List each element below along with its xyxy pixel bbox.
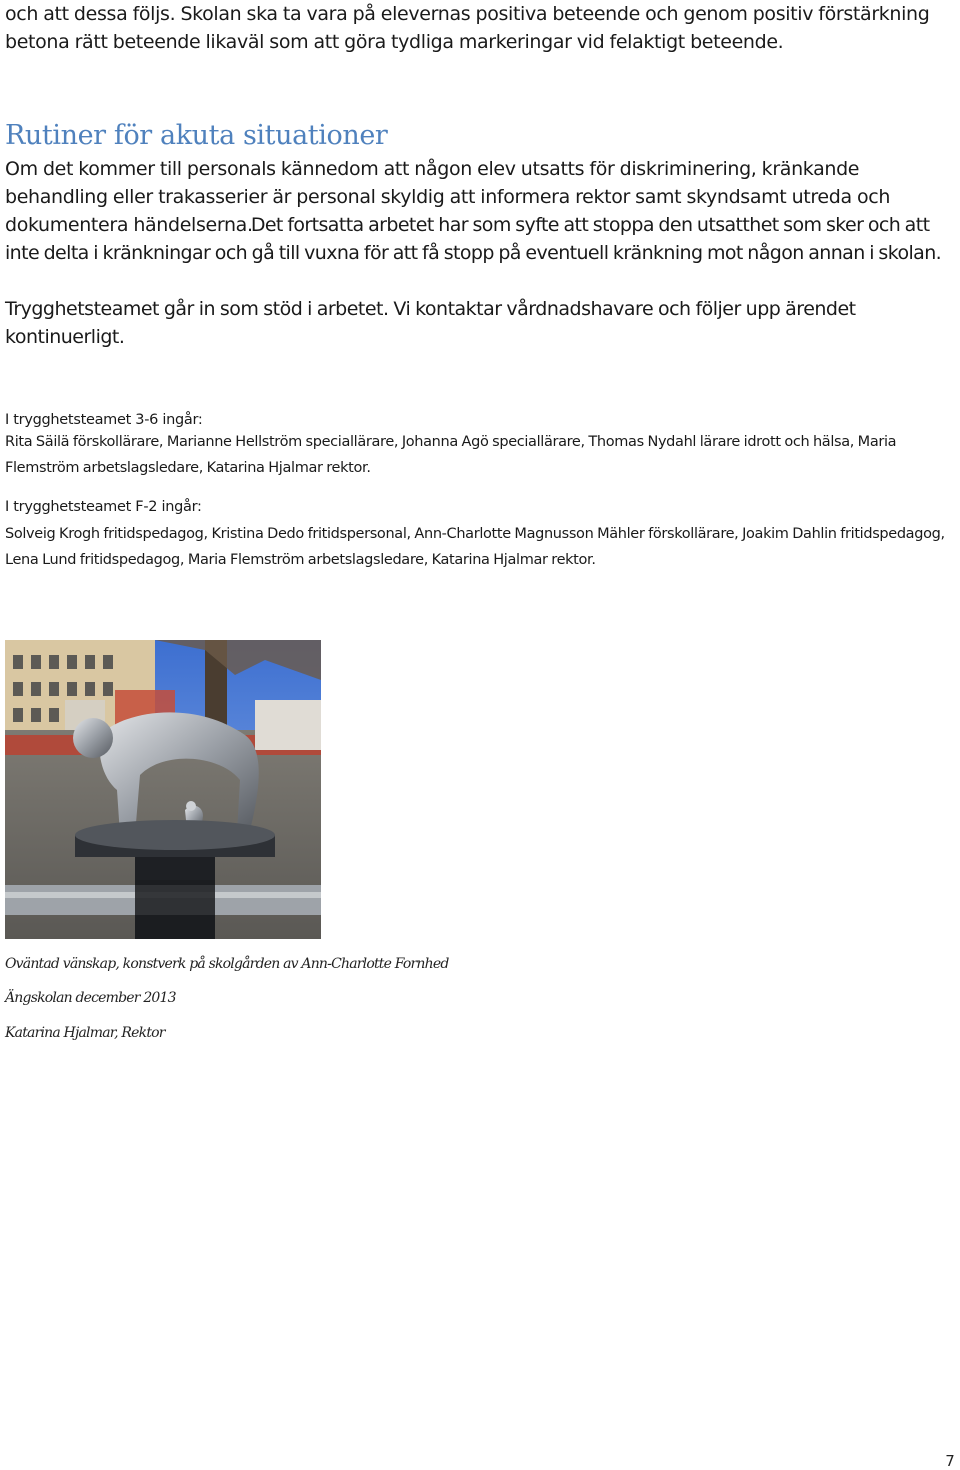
team-f-2-members: Solveig Krogh fritidspedagog, Kristina Dedo fritidspersonal, Ann-Charlotte Magnusson Mähler förskollärare, Joakim Dahlin fritidspedagog, Lena Lund fritidspedagog, Maria Flemström arbetslagsledare, Katarina Hjalmar rektor. [5, 526, 945, 568]
routine-paragraph-text: Om det kommer till personals kännedom att någon elev utsatts för diskriminering, kränkande behandling eller trakasserier är personal skyldig att informera rektor samt skyndsamt utreda och dokumentera händelserna. [5, 158, 891, 236]
school-date-line: Ängskolan december 2013 [5, 990, 176, 1006]
team-3-6-members: Rita Säilä förskollärare, Marianne Hellström speciallärare, Johanna Agö speciallärare, Thomas Nydahl lärare idrott och hälsa, Maria Flemström arbetslagsledare, Katarina Hjalmar rektor. [5, 434, 897, 476]
routine-paragraph-tail: Det fortsatta arbetet har som syfte att stoppa den utsatthet som sker och att inte delta i kränkningar och gå till vuxna för att få stopp på eventuell kränkning mot någon annan i skolan. [5, 214, 942, 264]
signature-line: Katarina Hjalmar, Rektor [5, 1025, 165, 1041]
photo-caption: Oväntad vänskap, konstverk på skolgården av Ann-Charlotte Fornhed [5, 956, 449, 972]
team-f-2-heading: I trygghetsteamet F-2 ingår: [5, 499, 202, 515]
sculpture-photo [5, 640, 321, 939]
team-3-6-heading: I trygghetsteamet 3-6 ingår: [5, 412, 203, 428]
intro-paragraph: och att dessa följs. Skolan ska ta vara på elevernas positiva beteende och genom positiv förstärkning betona rätt beteende likaväl som att göra tydliga markeringar vid felaktigt beteende. [5, 3, 930, 53]
section-heading: Rutiner för akuta situationer [5, 120, 388, 151]
support-paragraph: Trygghetsteamet går in som stöd i arbetet. Vi kontaktar vårdnadshavare och följer upp ärendet kontinuerligt. [5, 298, 856, 348]
routine-paragraph-continued [5, 211, 960, 267]
page-number: 7 [945, 1452, 955, 1470]
